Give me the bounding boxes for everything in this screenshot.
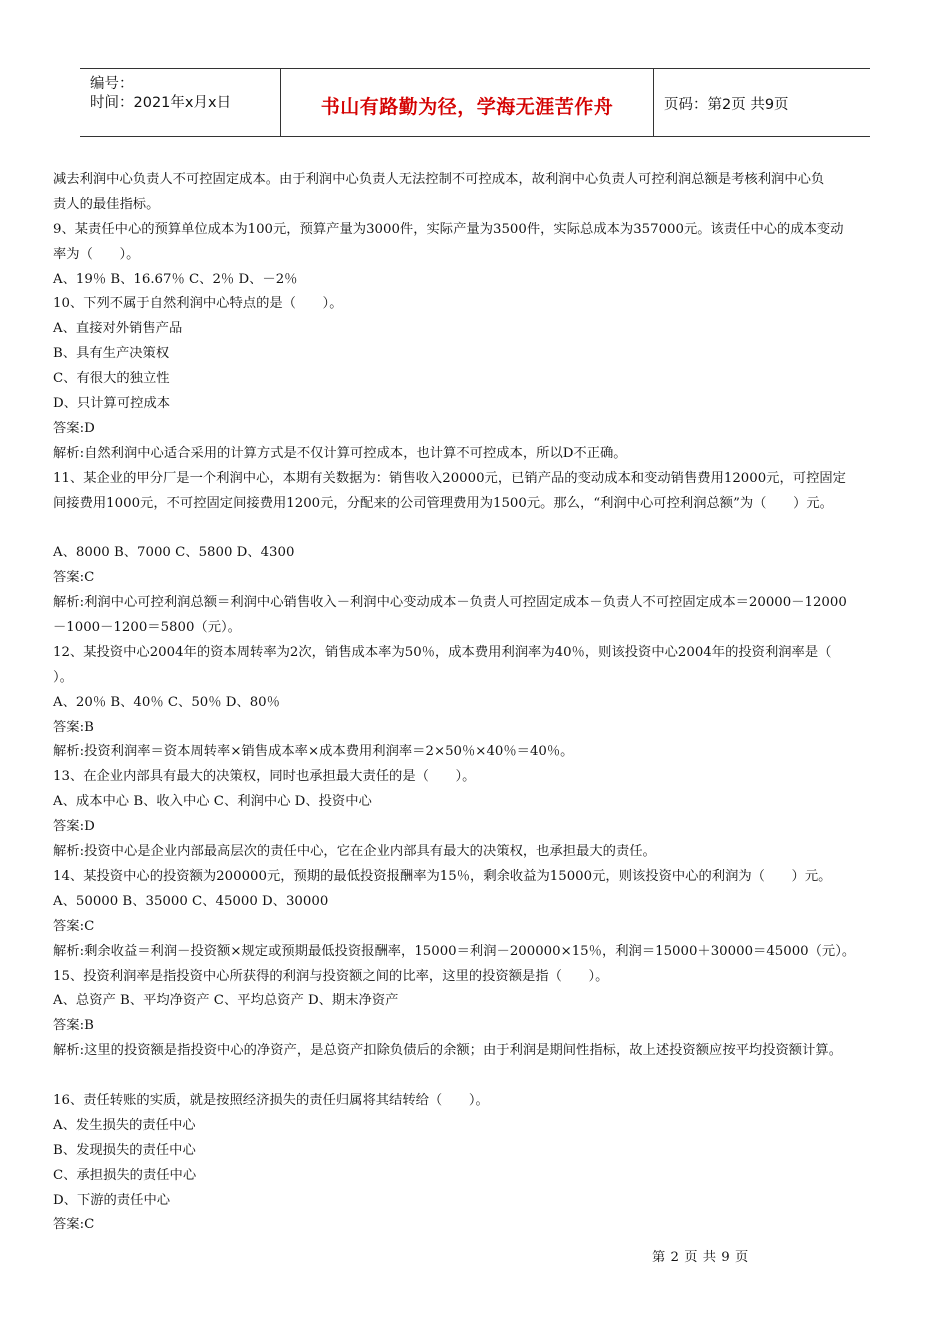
text-line: 解析:这里的投资额是指投资中心的净资产，是总资产扣除负债后的余额；由于利润是期间性指标，故上述投资额应按平均投资额计算。 bbox=[53, 1043, 842, 1059]
page-info: 页码：第2页 共9页 bbox=[664, 97, 789, 113]
text-line: 答案:C bbox=[53, 1217, 95, 1233]
text-line: A、直接对外销售产品 bbox=[53, 321, 183, 337]
text-line: 15、投资利润率是指投资中心所获得的利润与投资额之间的比率，这里的投资额是指（ ）。 bbox=[53, 968, 609, 984]
text-line: 答案:C bbox=[53, 918, 95, 934]
text-line: 率为（ ）。 bbox=[53, 246, 140, 262]
text-line bbox=[53, 516, 908, 541]
text-line: 12、某投资中心2004年的资本周转率为2次，销售成本率为50％，成本费用利润率为40％，则该投资中心2004年的投资利润率是（ bbox=[53, 644, 832, 660]
text-line: 间接费用1000元，不可控固定间接费用1200元，分配来的公司管理费用为1500元。那么，“利润中心可控利润总额”为（ ）元。 bbox=[53, 495, 833, 511]
text-line: 14、某投资中心的投资额为200000元，预期的最低投资报酬率为15％，剩余收益为15000元，则该投资中心的利润为（ ）元。 bbox=[53, 868, 832, 884]
header-info-cell bbox=[80, 69, 281, 136]
text-line: 10、下列不属于自然利润中心特点的是（ ）。 bbox=[53, 296, 343, 312]
text-line: A、20％ B、40％ C、50％ D、80％ bbox=[53, 694, 280, 710]
text-line: 责人的最佳指标。 bbox=[53, 196, 160, 212]
document-body bbox=[53, 168, 908, 1238]
time-label: 时间：2021年x月x日 bbox=[90, 95, 232, 111]
text-line: A、发生损失的责任中心 bbox=[53, 1117, 196, 1133]
text-line: 解析:自然利润中心适合采用的计算方式是不仅计算可控成本，也计算不可控成本，所以D不正确。 bbox=[53, 445, 627, 461]
page-footer: 第 2 页 共 9 页 bbox=[652, 1250, 749, 1265]
text-line: A、8000 B、7000 C、5800 D、4300 bbox=[53, 545, 295, 561]
text-line: D、下游的责任中心 bbox=[53, 1192, 171, 1208]
text-line: 减去利润中心负责人不可控固定成本。由于利润中心负责人无法控制不可控成本，故利润中心负责人可控利润总额是考核利润中心负 bbox=[53, 172, 825, 187]
text-line: 13、在企业内部具有最大的决策权，同时也承担最大责任的是（ ）。 bbox=[53, 769, 476, 785]
text-line: 解析:投资利润率＝资本周转率×销售成本率×成本费用利润率＝2×50％×40％＝40％。 bbox=[53, 744, 574, 760]
motto-text: 书山有路勤为径，学海无涯苦作舟 bbox=[320, 96, 614, 118]
text-line: A、成本中心 B、收入中心 C、利润中心 D、投资中心 bbox=[53, 794, 372, 810]
text-line: 9、某责任中心的预算单位成本为100元，预算产量为3000件，实际产量为3500件，实际总成本为357000元。该责任中心的成本变动 bbox=[53, 221, 844, 237]
text-line: 答案:D bbox=[53, 420, 95, 436]
text-line: 解析:投资中心是企业内部最高层次的责任中心，它在企业内部具有最大的决策权，也承担最大的责任。 bbox=[53, 844, 656, 860]
text-line: C、有很大的独立性 bbox=[53, 371, 170, 387]
text-line: ）。 bbox=[53, 669, 73, 685]
text-line: 答案:B bbox=[53, 719, 94, 735]
text-line bbox=[53, 1064, 908, 1089]
number-label: 编号： bbox=[90, 76, 134, 92]
text-line: B、具有生产决策权 bbox=[53, 346, 170, 362]
text-line: C、承担损失的责任中心 bbox=[53, 1167, 197, 1183]
text-line: D、只计算可控成本 bbox=[53, 396, 171, 412]
text-line: 16、责任转账的实质，就是按照经济损失的责任归属将其结转给（ ）。 bbox=[53, 1092, 489, 1108]
text-line: B、发现损失的责任中心 bbox=[53, 1142, 196, 1158]
text-line: 解析:利润中心可控利润总额＝利润中心销售收入－利润中心变动成本－负责人可控固定成本－负责人不可控固定成本＝20000－12000 bbox=[53, 595, 847, 611]
text-line: A、50000 B、35000 C、45000 D、30000 bbox=[53, 893, 329, 909]
text-line: 答案:B bbox=[53, 1018, 94, 1034]
text-line: A、总资产 B、平均净资产 C、平均总资产 D、期末净资产 bbox=[53, 993, 399, 1009]
header-motto-cell bbox=[281, 69, 654, 136]
text-line: A、19％ B、16.67％ C、2％ D、－2％ bbox=[53, 271, 298, 287]
text-line: 解析:剩余收益＝利润－投资额×规定或预期最低投资报酬率，15000＝利润－200000×15％，利润＝15000＋30000＝45000（元）。 bbox=[53, 943, 856, 959]
header-table bbox=[80, 68, 870, 137]
text-line: －1000－1200＝5800（元）。 bbox=[53, 620, 241, 636]
text-line: 11、某企业的甲分厂是一个利润中心，本期有关数据为：销售收入20000元，已销产品的变动成本和变动销售费用12000元，可控固定 bbox=[53, 470, 846, 486]
text-line: 答案:C bbox=[53, 570, 95, 586]
text-line: 答案:D bbox=[53, 819, 95, 835]
